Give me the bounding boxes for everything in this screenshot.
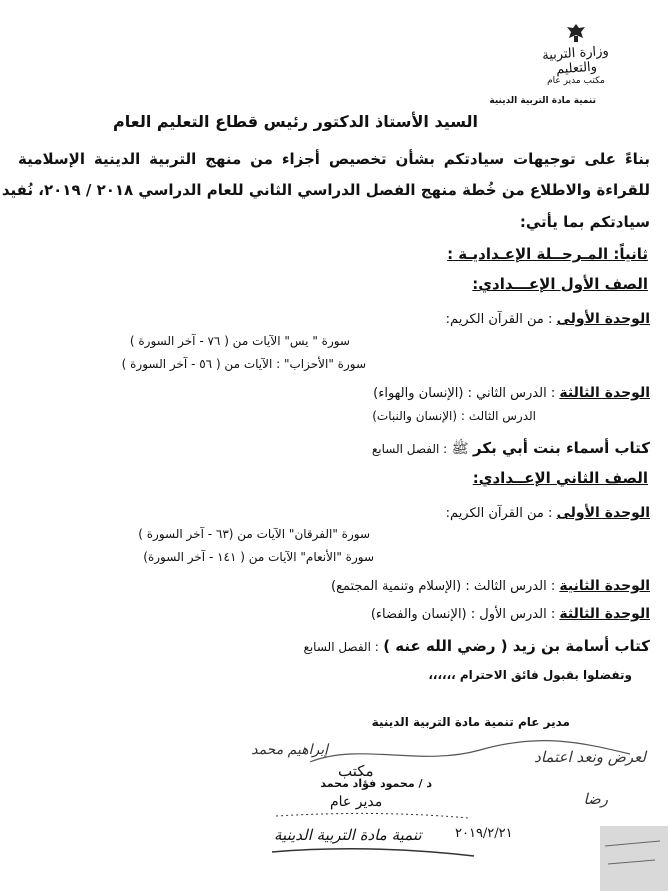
stamp-line-3: تنمية مادة التربية الدينية (274, 826, 422, 844)
grade1-surah-1: سورة " يس" الآيات من ( ٧٦ - آخر السورة ) (129, 334, 350, 348)
grade2-unit3 (371, 606, 650, 622)
grade2-heading: الصف الثاني الإعــدادي: (472, 469, 648, 487)
grade1-unit3-lesson3: الدرس الثالث : (الإنسان والنبات) (372, 409, 536, 423)
unit-label: الوحدة الثالثة (559, 606, 650, 622)
unit-label: الوحدة الأولى (556, 505, 650, 521)
office-stamp (268, 752, 478, 870)
stage-heading: ثانياً: المـرحــلة الإعـداديـة : (447, 245, 648, 263)
book-chapter: : الفصل السابع (371, 442, 448, 456)
addressee-line: السيد الأستاذ الدكتور رئيس قطاع التعليم العام (113, 112, 478, 131)
stamp-line-1: مكتب (338, 762, 374, 780)
signatory-name: د / محمود فؤاد محمد (320, 777, 432, 790)
handwritten-note-1: لعرض ونعد اعتماد (534, 748, 646, 766)
grade1-unit1 (446, 311, 650, 327)
unit-text: : من القرآن الكريم: (445, 312, 553, 327)
closing-line: وتفضلوا بقبول فائق الاحترام ،،،،،، (428, 668, 632, 682)
honorific: ﷺ (451, 441, 469, 457)
unit-text: : من القرآن الكريم: (445, 506, 553, 521)
grade2-surah-2: سورة "الأنعام" الآيات من ( ١٤١ - آخر السورة) (143, 550, 374, 564)
grade2-surah-1: سورة "الفرقان" الآيات من (٦٣ - آخر السورة ) (138, 527, 370, 541)
grade2-book (303, 637, 650, 655)
book-title: كتاب أسماء بنت أبي بكر (473, 439, 650, 457)
grade1-unit3 (373, 385, 650, 401)
unit-text: : الدرس الثالث : (الإسلام وتنمية المجتمع) (331, 579, 556, 594)
ministry-letterhead (536, 22, 616, 86)
body-line-1: بناءً على توجيهات سيادتكم بشأن تخصيص أجزاء من منهج التربية الدينية الإسلامية (18, 150, 650, 168)
body-line-3: سيادتكم بما يأتي: (519, 213, 650, 231)
department-name: تنمية مادة التربية الدينية (489, 96, 596, 106)
office-label: مكتب مدير عام (547, 76, 605, 86)
eagle-emblem-icon (565, 22, 587, 44)
book-chapter: : الفصل السابع (303, 640, 379, 654)
book-title: كتاب أسامة بن زيد ( رضي الله عنه ) (383, 637, 650, 655)
unit-label: الوحدة الثالثة (559, 385, 650, 401)
body-line-2: للقراءة والاطلاع من خُطة منهج الفصل الدراسي الثاني للعام الدراسي ٢٠١٨ / ٢٠١٩، نُفيد (1, 181, 650, 199)
unit-label: الوحدة الثانية (559, 578, 650, 594)
grade2-unit2 (331, 578, 650, 594)
unit-text: : الدرس الثاني : (الإنسان والهواء) (373, 386, 556, 401)
unit-text: : الدرس الأول : (الإنسان والفضاء) (370, 607, 556, 622)
grade1-book (372, 439, 650, 460)
handwritten-date: ٢٠١٩/٢/٢١ (455, 826, 513, 841)
ministry-name-script: وزارة التربية والتعليم (541, 43, 610, 78)
signatory-title: مدير عام تنمية مادة التربية الدينية (371, 715, 570, 729)
grade2-unit1 (446, 505, 650, 521)
stamp-line-2: مدير عام (330, 794, 383, 810)
handwritten-note-2: رضا (583, 790, 608, 808)
handwritten-signature: إبراهيم محمد (251, 742, 328, 758)
unit-label: الوحدة الأولى (556, 311, 650, 327)
scan-corner-mark (600, 826, 668, 891)
grade1-surah-2: سورة "الأحزاب" : الآيات من ( ٥٦ - آخر السورة ) (121, 357, 366, 371)
grade1-heading: الصف الأول الإعـــدادي: (472, 275, 648, 293)
